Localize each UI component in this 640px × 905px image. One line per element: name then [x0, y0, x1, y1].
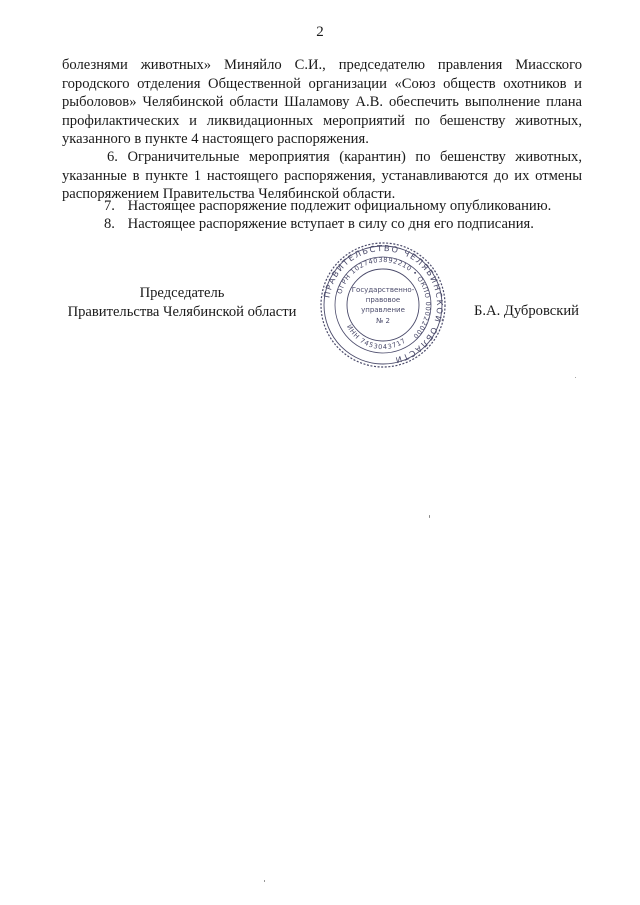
scan-speck	[429, 515, 430, 518]
seal-center-line2: правовое	[365, 296, 401, 304]
seal-inner-text: ОГРН 1027403892210 • ОКПО 00022000	[335, 255, 433, 341]
seal-center-line1: Государственно-	[351, 286, 415, 294]
signatory-title-line1: Председатель	[139, 285, 225, 301]
seal-outer-text: ПРАВИТЕЛЬСТВО ЧЕЛЯБИНСКОЙ ОБЛАСТИ	[321, 242, 446, 366]
paragraph-8-text: Настоящее распоряжение вступает в силу со дня его подписания.	[127, 216, 534, 232]
seal-center-line4: № 2	[376, 317, 390, 325]
signatory-title	[50, 284, 314, 322]
signatory-name: Б.А. Дубровский	[474, 303, 579, 319]
paragraph-7-number: 7.	[104, 198, 115, 214]
seal-center-line3: управление	[361, 306, 405, 314]
page-number: 2	[316, 24, 324, 40]
paragraph-8	[104, 215, 534, 234]
paragraph-7	[104, 197, 551, 216]
scan-speck	[264, 880, 265, 882]
paragraph-6: 6. Ограничительные мероприятия (карантин) по бешенству животных, указанные в пункте 1 настоящего распоряжения, устанавливаются до их отмены распоряжением Правительства Челябинской области.	[62, 149, 582, 203]
signatory-title-line2: Правительства Челябинской области	[67, 304, 297, 320]
official-seal	[318, 240, 448, 370]
paragraph-continuation: болезнями животных» Миняйло С.И., председателю правления Миасского городского отделения Общественной организации «Союз обществ охотников и рыболовов» Челябинской области Шаламову А.В. обеспечить выполнение плана профилактических и ликвидационных мероприятий по бешенству животных, указанного в пункте 4 настоящего распоряжения.	[62, 57, 582, 148]
scan-speck	[575, 377, 576, 378]
paragraph-7-text: Настоящее распоряжение подлежит официальному опубликованию.	[127, 198, 552, 214]
seal-inn-text: ИНН 7453043717	[344, 323, 408, 352]
paragraph-8-number: 8.	[104, 216, 115, 232]
